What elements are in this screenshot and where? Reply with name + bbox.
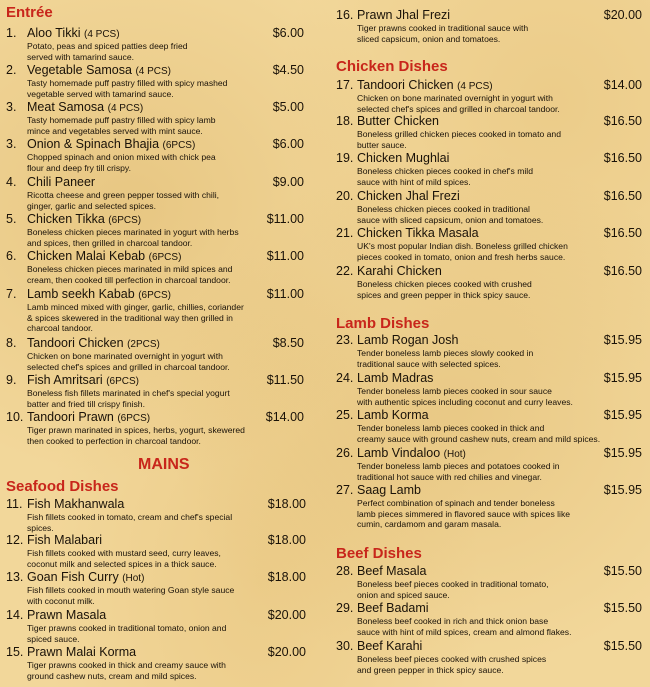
item-name: Lamb Madras xyxy=(357,371,434,385)
description-line: traditional sauce with selected spices. xyxy=(357,358,501,369)
item-number: 9. xyxy=(6,373,17,387)
mains-heading: MAINS xyxy=(138,456,190,473)
item-description xyxy=(357,348,642,369)
item-name: Chicken Tikka Masala xyxy=(357,226,479,240)
item-description xyxy=(357,654,642,675)
menu-item-row xyxy=(336,189,642,204)
item-price: $20.00 xyxy=(267,608,306,622)
item-number: 15. xyxy=(6,645,24,659)
section-heading-entree: Entrée xyxy=(6,4,53,21)
item-description xyxy=(27,388,304,409)
item-name: Beef Masala xyxy=(357,564,427,578)
item-description xyxy=(27,512,306,533)
menu-item-row xyxy=(336,408,642,423)
item-number: 25. xyxy=(336,408,354,422)
description-line: Tasty homemade puff pastry filled with spicy mashed xyxy=(27,78,228,88)
item-name: Prawn Malai Korma xyxy=(27,645,137,659)
item-description xyxy=(357,129,642,150)
description-line: then cooked to perfection in charcoal tandoor. xyxy=(27,435,201,446)
item-number: 2. xyxy=(6,63,17,77)
description-line: sauce with hint of mild spices. xyxy=(357,176,471,187)
item-price: $20.00 xyxy=(603,8,642,22)
menu-item-row xyxy=(6,336,304,351)
item-name: Vegetable Samosa xyxy=(27,63,132,77)
item-number: 24. xyxy=(336,371,354,385)
item-price: $15.50 xyxy=(603,601,642,615)
description-line: onion and spiced sauce. xyxy=(357,589,450,600)
item-number: 5. xyxy=(6,212,17,226)
item-number: 23. xyxy=(336,333,354,347)
description-line: Boneless fish fillets marinated in chef's special yogurt xyxy=(27,388,230,398)
item-price: $15.50 xyxy=(603,639,642,653)
menu-item-row xyxy=(336,226,642,241)
description-line: Tiger prawn marinated in spices, herbs, yogurt, skewered xyxy=(27,425,245,435)
item-price: $6.00 xyxy=(272,137,304,151)
description-line: sliced capsicum, onion and tomatoes. xyxy=(357,33,501,44)
section-heading-lamb: Lamb Dishes xyxy=(336,315,430,332)
menu-item-row xyxy=(336,78,642,93)
description-line: mince and vegetables served with mint sauce. xyxy=(27,125,203,136)
menu-item-row xyxy=(336,483,642,498)
item-number: 8. xyxy=(6,336,17,350)
description-line: Boneless chicken pieces marinated in mild spices and xyxy=(27,264,233,274)
item-name: Chicken Jhal Frezi xyxy=(357,189,460,203)
item-description xyxy=(357,498,642,530)
menu-item xyxy=(336,371,642,407)
item-number: 3. xyxy=(6,100,17,114)
item-price: $20.00 xyxy=(267,645,306,659)
description-line: Fish fillets cooked with mustard seed, curry leaves, xyxy=(27,548,221,558)
description-line: Boneless beef pieces cooked in traditional tomato, xyxy=(357,579,549,589)
description-line: ground cashew nuts, cream and mild spices. xyxy=(27,670,197,681)
description-line: cumin, cardamom and garam masala. xyxy=(357,519,502,529)
item-description xyxy=(27,78,304,99)
description-line: & spices skewered in the traditional way then grilled in xyxy=(27,312,233,323)
menu-item xyxy=(336,189,642,225)
description-line: selected chef's spices and grilled in charcoal tandoor. xyxy=(27,361,230,372)
item-price: $18.00 xyxy=(267,497,306,511)
item-price: $15.50 xyxy=(603,564,642,578)
menu-item xyxy=(6,100,304,136)
item-number: 18. xyxy=(336,114,354,128)
item-price: $16.50 xyxy=(603,189,642,203)
item-price: $18.00 xyxy=(267,570,306,584)
menu-item-row xyxy=(6,645,306,660)
item-description xyxy=(357,279,642,300)
item-number: 20. xyxy=(336,189,354,203)
item-number: 17. xyxy=(336,78,354,92)
item-qty: (Hot) xyxy=(122,573,145,584)
description-line: Boneless chicken pieces cooked in traditional xyxy=(357,204,530,214)
item-price: $14.00 xyxy=(603,78,642,92)
item-name: Butter Chicken xyxy=(357,114,439,128)
description-line: Boneless beef pieces cooked with crushed spices xyxy=(357,654,547,664)
menu-item xyxy=(336,639,642,675)
menu-item xyxy=(336,151,642,187)
menu-item xyxy=(6,497,306,533)
item-number: 12. xyxy=(6,533,24,547)
item-description xyxy=(27,152,304,173)
description-line: traditional hot sauce with red chilies and vinegar. xyxy=(357,471,542,482)
menu-item xyxy=(336,8,642,44)
menu-item xyxy=(6,373,304,409)
item-name: Lamb Korma xyxy=(357,408,429,422)
description-line: with authentic spices including coconut and curry leaves. xyxy=(357,396,573,407)
item-name: Tandoori Prawn xyxy=(27,410,114,424)
menu-item xyxy=(6,249,304,285)
item-price: $15.95 xyxy=(603,483,642,497)
description-line: with coconut milk. xyxy=(27,595,95,606)
item-number: 28. xyxy=(336,564,354,578)
item-price: $16.50 xyxy=(603,264,642,278)
menu-item-row xyxy=(6,608,306,623)
item-number: 11. xyxy=(6,497,23,511)
description-line: Chicken on bone marinated overnight in yogurt with xyxy=(27,351,223,361)
item-qty: (6PCS) xyxy=(106,376,139,387)
item-number: 1. xyxy=(6,26,17,40)
item-number: 7. xyxy=(6,287,17,301)
item-qty: (2PCS) xyxy=(127,339,160,350)
item-description xyxy=(357,241,642,262)
description-line: charcoal tandoor. xyxy=(27,323,93,333)
item-price: $11.50 xyxy=(266,373,304,387)
menu-item-row xyxy=(6,249,304,264)
item-name: Chili Paneer xyxy=(27,175,96,189)
menu-item-row xyxy=(6,497,306,512)
description-line: flour and deep fry till crispy. xyxy=(27,162,131,173)
description-line: Tender boneless lamb pieces slowly cooked in xyxy=(357,348,534,358)
item-price: $4.50 xyxy=(272,63,304,77)
item-price: $15.95 xyxy=(603,446,642,460)
menu-item xyxy=(336,483,642,530)
item-price: $11.00 xyxy=(266,212,304,226)
item-description xyxy=(357,423,642,444)
description-line: Lamb minced mixed with ginger, garlic, chillies, coriander xyxy=(27,302,244,312)
item-name: Goan Fish Curry xyxy=(27,570,119,584)
menu-item-row xyxy=(336,151,642,166)
item-qty: (4 PCS) xyxy=(457,81,493,92)
description-line: and spices, then grilled in charcoal tandoor. xyxy=(27,237,193,248)
item-description xyxy=(27,227,304,248)
item-description xyxy=(27,351,304,372)
menu-item xyxy=(6,608,306,644)
item-description xyxy=(357,23,642,44)
menu-item-row xyxy=(6,63,304,78)
description-line: selected chef's spices and grilled in charcoal tandoor. xyxy=(357,103,560,114)
menu-item-row xyxy=(336,114,642,129)
item-qty: (6PCS) xyxy=(138,290,171,301)
item-number: 16. xyxy=(336,8,354,22)
menu-item xyxy=(6,533,306,569)
menu-item-row xyxy=(336,564,642,579)
description-line: Tiger prawns cooked in traditional tomato, onion and xyxy=(27,623,227,633)
menu-item xyxy=(336,264,642,300)
menu-item xyxy=(6,26,304,62)
description-line: spices and green pepper in thick spicy sauce. xyxy=(357,289,531,300)
item-name: Tandoori Chicken xyxy=(27,336,124,350)
item-name: Prawn Masala xyxy=(27,608,107,622)
menu-item xyxy=(336,226,642,262)
item-name: Beef Karahi xyxy=(357,639,423,653)
description-line: Perfect combination of spinach and tender boneless xyxy=(357,498,555,508)
description-line: sauce with hint of mild spices, cream and almond flakes. xyxy=(357,626,572,637)
description-line: coconut milk and selected spices in a thick sauce. xyxy=(27,558,217,569)
menu-item-row xyxy=(6,287,304,302)
menu-item-row xyxy=(6,175,304,190)
menu-item xyxy=(336,78,642,114)
item-number: 10. xyxy=(6,410,24,424)
description-line: Tender boneless lamb pieces cooked in thick and xyxy=(357,423,545,433)
description-line: vegetable served with tamarind sauce. xyxy=(27,88,174,99)
item-description xyxy=(357,461,642,482)
item-description xyxy=(357,204,642,225)
item-price: $8.50 xyxy=(272,336,304,350)
section-heading-beef: Beef Dishes xyxy=(336,545,422,562)
description-line: pieces cooked in tomato, onion and fresh herbs sauce. xyxy=(357,251,566,262)
item-price: $15.95 xyxy=(603,333,642,347)
menu-item xyxy=(6,336,304,372)
description-line: Boneless chicken pieces cooked with crushed xyxy=(357,279,532,289)
item-description xyxy=(27,115,304,136)
item-description xyxy=(357,579,642,600)
item-qty: (6PCS) xyxy=(148,252,182,263)
menu-item-row xyxy=(6,100,304,115)
description-line: Boneless chicken pieces cooked in chef's mild xyxy=(357,166,533,176)
description-line: Chicken on bone marinated overnight in yogurt with xyxy=(357,93,553,103)
menu-item-row xyxy=(336,333,642,348)
description-line: Tiger prawns cooked in thick and creamy sauce with xyxy=(27,660,226,670)
description-line: spices. xyxy=(27,522,54,533)
menu-item-row xyxy=(6,137,304,152)
menu-item xyxy=(336,446,642,482)
item-name: Prawn Jhal Frezi xyxy=(357,8,451,22)
item-name: Lamb seekh Kabab xyxy=(27,287,135,301)
item-description xyxy=(27,623,306,644)
item-qty: (4 PCS) xyxy=(107,103,144,114)
menu-item-row xyxy=(336,601,642,616)
item-price: $11.00 xyxy=(266,249,304,263)
item-name: Fish Makhanwala xyxy=(27,497,125,511)
description-line: lamb pieces simmered in flavored sauce with spices like xyxy=(357,508,571,519)
item-number: 27. xyxy=(336,483,354,497)
item-description xyxy=(27,425,304,446)
description-line: Fish fillets cooked in mouth watering Goan style sauce xyxy=(27,585,235,595)
item-description xyxy=(27,548,306,569)
description-line: creamy sauce with ground cashew nuts, cream and mild spices. xyxy=(357,433,601,444)
item-name: Saag Lamb xyxy=(357,483,421,497)
item-qty: (6PCS) xyxy=(108,215,142,226)
item-description xyxy=(27,660,306,681)
item-description xyxy=(27,41,304,62)
item-number: 19. xyxy=(336,151,354,165)
menu-item-row xyxy=(336,264,642,279)
menu-item xyxy=(6,287,304,334)
item-price: $15.95 xyxy=(603,371,642,385)
item-qty: (4 PCS) xyxy=(83,29,120,40)
item-price: $16.50 xyxy=(603,114,642,128)
item-number: 22. xyxy=(336,264,354,278)
menu-item xyxy=(6,212,304,248)
menu-item xyxy=(6,63,304,99)
description-line: Tender boneless lamb pieces and potatoes cooked in xyxy=(357,461,560,471)
description-line: sauce with sliced capsicum, onion and tomatoes. xyxy=(357,214,544,225)
item-number: 6. xyxy=(6,249,17,263)
description-line: Boneless grilled chicken pieces cooked in tomato and xyxy=(357,129,561,139)
item-price: $6.00 xyxy=(272,26,304,40)
item-number: 3. xyxy=(6,137,17,151)
item-qty: (Hot) xyxy=(443,449,466,460)
item-name: Lamb Rogan Josh xyxy=(357,333,459,347)
description-line: Tender boneless lamb pieces cooked in sour sauce xyxy=(357,386,552,396)
item-name: Aloo Tikki xyxy=(27,26,81,40)
item-number: 21. xyxy=(336,226,354,240)
description-line: butter sauce. xyxy=(357,139,407,150)
item-number: 30. xyxy=(336,639,354,653)
menu-item xyxy=(6,137,304,173)
menu-item xyxy=(336,601,642,637)
item-description xyxy=(27,585,306,606)
menu-item xyxy=(336,114,642,150)
menu-item xyxy=(336,564,642,600)
item-number: 13. xyxy=(6,570,24,584)
item-name: Karahi Chicken xyxy=(357,264,442,278)
item-qty: (4 PCS) xyxy=(135,66,171,77)
menu-item-row xyxy=(6,570,306,585)
item-name: Tandoori Chicken xyxy=(357,78,454,92)
item-description xyxy=(357,616,642,637)
menu-item xyxy=(6,410,304,446)
section-heading-chicken: Chicken Dishes xyxy=(336,58,448,75)
item-description xyxy=(357,166,642,187)
item-price: $18.00 xyxy=(267,533,306,547)
description-line: Ricotta cheese and green pepper tossed with chili, xyxy=(27,190,220,200)
menu-item-row xyxy=(6,212,304,227)
item-qty: (6PCS) xyxy=(162,140,196,151)
item-price: $15.95 xyxy=(603,408,642,422)
item-price: $9.00 xyxy=(272,175,304,189)
item-description xyxy=(27,302,304,334)
description-line: batter and fried till crispy finish. xyxy=(27,398,145,409)
menu-item-row xyxy=(6,533,306,548)
item-name: Chicken Tikka xyxy=(27,212,105,226)
menu-item xyxy=(6,175,304,211)
item-description xyxy=(27,190,304,211)
item-price: $16.50 xyxy=(603,226,642,240)
menu-item-row xyxy=(6,410,304,425)
description-line: and green pepper in thick spicy sauce. xyxy=(357,664,504,675)
description-line: Tasty homemade puff pastry filled with spicy lamb xyxy=(27,115,216,125)
item-name: Chicken Malai Kebab xyxy=(27,249,146,263)
menu-item-row xyxy=(6,373,304,388)
description-line: Boneless chicken pieces marinated in yogurt with herbs xyxy=(27,227,239,237)
item-name: Onion & Spinach Bhajia xyxy=(27,137,160,151)
item-description xyxy=(27,264,304,285)
item-price: $11.00 xyxy=(266,287,304,301)
menu-item-row xyxy=(336,446,642,461)
item-name: Beef Badami xyxy=(357,601,429,615)
menu-item-row xyxy=(336,639,642,654)
item-number: 29. xyxy=(336,601,354,615)
item-description xyxy=(357,386,642,407)
description-line: served with tamarind sauce. xyxy=(27,51,134,62)
item-name: Lamb Vindaloo xyxy=(357,446,441,460)
item-name: Meat Samosa xyxy=(27,100,105,114)
menu-item xyxy=(6,645,306,681)
menu-item xyxy=(336,408,642,444)
menu-item-row xyxy=(336,371,642,386)
menu-item-row xyxy=(336,8,642,23)
item-name: Fish Amritsari xyxy=(27,373,103,387)
item-price: $5.00 xyxy=(272,100,304,114)
description-line: cream, then cooked till perfection in charcoal tandoor. xyxy=(27,274,231,285)
menu-item xyxy=(6,570,306,606)
item-name: Fish Malabari xyxy=(27,533,103,547)
item-price: $16.50 xyxy=(603,151,642,165)
item-name: Chicken Mughlai xyxy=(357,151,450,165)
item-price: $14.00 xyxy=(265,410,304,424)
item-number: 4. xyxy=(6,175,17,189)
description-line: Potato, peas and spiced patties deep fried xyxy=(27,41,188,51)
description-line: Tiger prawns cooked in traditional sauce with xyxy=(357,23,529,33)
description-line: Chopped spinach and onion mixed with chick pea xyxy=(27,152,216,162)
item-number: 14. xyxy=(6,608,24,622)
section-heading-seafood: Seafood Dishes xyxy=(6,478,119,495)
description-line: Fish fillets cooked in tomato, cream and chef's special xyxy=(27,512,233,522)
description-line: UK's most popular Indian dish. Boneless grilled chicken xyxy=(357,241,568,251)
menu-item xyxy=(336,333,642,369)
description-line: ginger, garlic and selected spices. xyxy=(27,200,156,211)
description-line: spiced sauce. xyxy=(27,633,80,644)
item-description xyxy=(357,93,642,114)
description-line: Boneless beef cooked in rich and thick onion base xyxy=(357,616,549,626)
item-number: 26. xyxy=(336,446,354,460)
menu-item-row xyxy=(6,26,304,41)
item-qty: (6PCS) xyxy=(117,413,151,424)
